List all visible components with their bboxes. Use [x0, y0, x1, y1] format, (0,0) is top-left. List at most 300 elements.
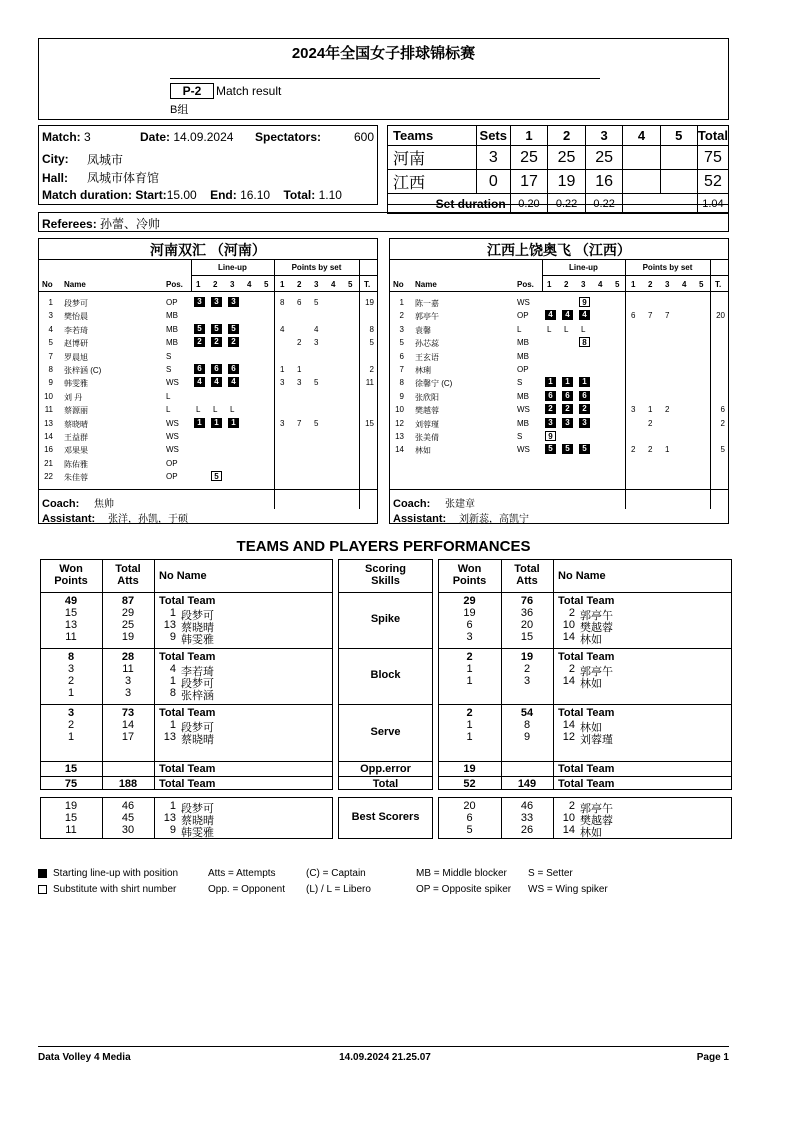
player-name: 郭亭午 [415, 312, 439, 322]
starting-position-box: 1 [545, 377, 556, 387]
player-name: 韩雯雅 [64, 379, 88, 389]
player-name: 林如 [415, 446, 431, 456]
total-atts: 76 [520, 595, 534, 607]
player-name: 张欣阳 [415, 392, 439, 402]
player-number: 9 [48, 378, 53, 388]
starting-position-box: 3 [211, 297, 222, 307]
lineup-set-header: 5 [264, 280, 269, 289]
starting-position-box: 1 [211, 418, 222, 428]
won-points: 2 [67, 675, 75, 687]
lineup-set-header: 3 [581, 280, 586, 289]
player-row [390, 430, 728, 443]
set-points: 1 [297, 365, 302, 374]
set-points: 2 [297, 338, 302, 348]
player-or-team-name: 林如 [580, 634, 602, 646]
player-number: 10 [44, 391, 53, 401]
empty-square-icon [38, 885, 47, 894]
shirt-number: 10 [562, 619, 575, 631]
player-number: 3 [48, 311, 53, 321]
shirt-number: 14 [562, 675, 575, 687]
points-set-header: 2 [297, 280, 302, 289]
player-position: L [166, 405, 171, 415]
won-points: 19 [463, 607, 476, 619]
player-total: 5 [369, 338, 374, 348]
player-name: 樊怡晨 [64, 312, 88, 322]
shirt-number: 13 [163, 619, 176, 631]
won-points: 2 [466, 651, 473, 663]
set-points: 3 [314, 338, 319, 348]
total-atts-header: Total Atts [115, 563, 141, 587]
starting-position-box: 5 [545, 444, 556, 454]
won-points: 1 [67, 687, 75, 699]
footer-page: Page 1 [696, 1052, 729, 1063]
shirt-number: 10 [562, 812, 575, 824]
player-position: L [166, 391, 171, 401]
player-row [39, 470, 377, 483]
points-set-header: 5 [348, 280, 353, 289]
player-number: 10 [395, 405, 404, 415]
points-set-header: 2 [648, 280, 653, 289]
legend-s: S = Setter [528, 868, 573, 879]
player-or-team-name: 段梦可 [181, 678, 214, 690]
divider [40, 704, 333, 705]
total-atts-header: Total Atts [514, 563, 540, 587]
total-atts: 36 [520, 607, 534, 619]
sets-header: Sets [476, 126, 510, 146]
city-label: City: [42, 152, 69, 166]
total-atts: 54 [520, 707, 534, 719]
divider [40, 648, 333, 649]
player-or-team-name: 段梦可 [181, 722, 214, 734]
player-row [390, 376, 728, 389]
city-value: 凤城市 [87, 153, 124, 167]
divider [39, 259, 377, 260]
set-points: 2 [648, 445, 653, 455]
divider [553, 797, 554, 839]
shirt-number: 14 [562, 824, 575, 836]
points-set-header: 3 [314, 280, 319, 289]
set-points: 2 [665, 405, 670, 415]
match-date: 14.09.2024 [173, 130, 234, 144]
won-points: 1 [67, 731, 75, 743]
substitute-number-box: 9 [579, 297, 590, 307]
assistant-name: 张洋，孙凯，于硕 [108, 514, 188, 525]
player-name: 陈一嘉 [415, 299, 439, 308]
player-number: 22 [44, 472, 53, 482]
divider [338, 704, 433, 705]
team-b-roster [389, 238, 729, 524]
divider [438, 648, 732, 649]
divider [154, 559, 155, 790]
player-name: 邓果果 [64, 446, 88, 456]
coach-name: 焦帅 [94, 499, 114, 510]
skills-header: Scoring Skills [365, 563, 406, 587]
set-points: 3 [297, 378, 302, 388]
player-total: 8 [369, 324, 374, 334]
shirt-number: 4 [169, 663, 176, 675]
won-points: 20 [463, 800, 476, 812]
legend-starting: Starting line-up with position [53, 868, 179, 879]
player-position: S [517, 432, 523, 441]
name-header: Name [415, 280, 437, 289]
team-a-roster [38, 238, 378, 524]
starting-position-box: 3 [194, 297, 205, 307]
won-points: 11 [65, 631, 77, 643]
lineup-set-header: 5 [615, 280, 620, 289]
total-atts: 28 [121, 651, 135, 663]
player-or-team-name: 韩雯雅 [181, 634, 214, 646]
player-row [39, 309, 377, 322]
libero-mark: L [547, 324, 552, 334]
shirt-number: 1 [169, 607, 176, 619]
player-name: 赵博研 [64, 339, 88, 349]
player-row [39, 417, 377, 430]
divider [438, 592, 732, 593]
coach-line [393, 495, 475, 510]
player-number: 9 [399, 391, 404, 401]
lineup-header: Line-up [218, 263, 247, 272]
won-points: 3 [466, 631, 473, 643]
player-or-team-name: 刘蓉瑾 [580, 734, 613, 746]
coach-name: 张建章 [445, 499, 475, 510]
player-or-team-name: 郭亭午 [580, 666, 613, 678]
shirt-number: 8 [169, 687, 176, 699]
footer-rule [38, 1046, 729, 1047]
points-set-header: 3 [665, 280, 670, 289]
divider [154, 797, 155, 839]
player-number: 13 [44, 418, 53, 428]
substitute-number-box: 9 [545, 431, 556, 441]
assistant-line [42, 510, 188, 525]
won-points: 5 [466, 824, 473, 836]
divider [39, 291, 377, 292]
player-position: WS [517, 445, 530, 455]
player-or-team-name: Total Team [159, 707, 216, 719]
player-name: 林琍 [415, 366, 431, 375]
player-row [390, 296, 728, 309]
legend-atts: Atts = Attempts [208, 868, 276, 879]
player-name: 樊越蓉 [580, 815, 613, 827]
total-won-a: 75 [64, 778, 78, 790]
total-atts: 46 [520, 800, 534, 812]
referees-line: Referees: 孙蕾、冷帅 [42, 217, 161, 231]
player-number: 5 [399, 338, 404, 348]
player-number: 8 [399, 378, 404, 388]
player-position: WS [166, 418, 179, 428]
match-result-label: Match result [216, 84, 282, 98]
shirt-number: 13 [163, 812, 176, 824]
won-points: 6 [466, 812, 473, 824]
won-points-header: Won Points [54, 563, 88, 587]
player-number: 7 [48, 351, 53, 361]
starting-position-box: 6 [194, 364, 205, 374]
player-row [39, 296, 377, 309]
opp-error-label: Opp.error [360, 763, 411, 775]
hall-value: 凤城市体育馆 [87, 171, 160, 185]
starting-position-box: 4 [545, 310, 556, 320]
starting-position-box: 2 [545, 404, 556, 414]
shirt-number: 1 [169, 675, 176, 687]
total-atts: 14 [121, 719, 135, 731]
opp-error-b: 19 [463, 763, 476, 775]
player-name: 陈佑雅 [64, 459, 88, 469]
player-row [390, 363, 728, 376]
player-total: 2 [720, 418, 725, 428]
total-atts-b: 149 [517, 778, 537, 790]
player-position: MB [166, 338, 178, 348]
total-atts: 87 [121, 595, 135, 607]
assistant-label: Assistant: [42, 513, 96, 525]
starting-position-box: 3 [228, 297, 239, 307]
total-header: T. [364, 280, 371, 289]
player-or-team-name: 樊越蓉 [580, 622, 613, 634]
player-or-team-name: 林如 [580, 678, 602, 690]
player-name: 李若琦 [64, 325, 88, 335]
player-name: 张美倩 [415, 433, 439, 442]
set-duration-row: Set duration 0.20 0.22 0.22 1.04 [388, 194, 729, 214]
total-atts: 8 [523, 719, 531, 731]
team-name: 江西上饶奥飞 （江西） [487, 242, 631, 258]
player-or-team-name: Total Team [558, 651, 615, 663]
total-atts: 45 [121, 812, 135, 824]
libero-mark: L [564, 324, 569, 334]
player-position: WS [517, 405, 530, 415]
player-name: 段梦可 [64, 299, 88, 308]
player-position: S [166, 365, 172, 374]
player-total: 20 [716, 311, 725, 321]
hall-label: Hall: [42, 171, 69, 185]
shirt-number: 13 [163, 731, 176, 743]
player-name: 林如 [580, 827, 602, 839]
player-row [39, 336, 377, 349]
no-header: No [393, 280, 404, 289]
performance-title: TEAMS AND PLAYERS PERFORMANCES [236, 538, 531, 555]
player-name: 王益群 [64, 433, 88, 442]
no-name-header: No Name [558, 570, 606, 582]
starting-position-box: 1 [579, 377, 590, 387]
total-atts: 3 [523, 675, 531, 687]
player-position: OP [166, 472, 178, 482]
points-set-header: 4 [682, 280, 687, 289]
libero-mark: L [581, 324, 586, 334]
set-points: 1 [280, 365, 285, 374]
points-set-header: 1 [280, 280, 285, 289]
player-row [39, 457, 377, 470]
player-or-team-name: 蔡晓晴 [181, 734, 214, 746]
lineup-set-header: 4 [247, 280, 252, 289]
player-position: OP [166, 458, 178, 468]
set-points: 8 [280, 298, 285, 307]
team-name: 河南双汇 （河南） [150, 242, 266, 258]
player-position: OP [166, 298, 178, 307]
skill-label: Serve [370, 725, 401, 738]
starting-position-box: 4 [211, 377, 222, 387]
player-or-team-name: Total Team [159, 651, 216, 663]
starting-position-box: 6 [545, 391, 556, 401]
set5-header: 5 [660, 126, 697, 146]
divider [438, 704, 732, 705]
total-atts: 46 [121, 800, 135, 812]
divider [553, 559, 554, 790]
set-points: 6 [297, 298, 302, 307]
starting-position-box: 2 [211, 337, 222, 347]
date-label: Date: 14.09.2024 [140, 130, 234, 144]
shirt-number: 2 [568, 663, 575, 675]
set-points: 3 [631, 405, 636, 415]
player-position: MB [166, 311, 178, 321]
player-number: 4 [48, 324, 53, 334]
won-points: 3 [67, 663, 75, 675]
player-number: 14 [395, 445, 404, 455]
total-atts: 26 [520, 824, 534, 836]
player-number: 11 [44, 405, 53, 415]
starting-position-box: 2 [194, 337, 205, 347]
set-points: 4 [314, 324, 319, 334]
match-label: Match: 3 [42, 130, 91, 144]
shirt-number: 14 [562, 631, 575, 643]
divider [40, 761, 333, 762]
player-or-team-name: Total Team [159, 595, 216, 607]
starting-position-box: 2 [562, 404, 573, 414]
total-atts: 19 [520, 651, 534, 663]
player-total: 6 [720, 405, 725, 415]
lineup-set-header: 2 [564, 280, 569, 289]
shirt-number: 1 [169, 719, 176, 731]
player-position: MB [517, 351, 529, 361]
shirt-number: 1 [169, 800, 176, 812]
player-name: 蔡晓晴 [64, 419, 88, 429]
total-atts: 33 [520, 812, 534, 824]
player-number: 21 [44, 458, 53, 468]
starting-position-box: 3 [545, 418, 556, 428]
set-points: 5 [314, 418, 319, 428]
starting-position-box: 5 [228, 324, 239, 334]
set4-header: 4 [623, 126, 660, 146]
won-points: 15 [64, 812, 78, 824]
won-points: 3 [67, 707, 75, 719]
player-row [39, 443, 377, 456]
player-position: OP [517, 311, 529, 321]
set3-header: 3 [585, 126, 623, 146]
player-row [390, 417, 728, 430]
libero-mark: L [213, 405, 218, 415]
libero-mark: L [230, 405, 235, 415]
total-team-label: Total Team [159, 778, 216, 790]
divider [338, 592, 433, 593]
match-duration: Match duration: Start:15.00 End: 16.10 Total: 1.10 [42, 188, 342, 202]
total-atts: 19 [121, 631, 135, 643]
player-or-team-name: Total Team [558, 595, 615, 607]
skill-label: Spike [370, 613, 401, 625]
starting-position-box: 4 [562, 310, 573, 320]
match-code-badge: P-2 [170, 83, 214, 99]
divider [39, 489, 377, 490]
player-number: 14 [44, 432, 53, 441]
divider [438, 761, 732, 762]
player-number: 1 [399, 298, 404, 307]
filled-square-icon [38, 869, 47, 878]
set-points: 2 [631, 445, 636, 455]
set-points: 7 [648, 311, 653, 321]
player-row [390, 390, 728, 403]
total-atts: 11 [122, 663, 134, 675]
shirt-number: 2 [568, 607, 575, 619]
total-atts: 73 [121, 707, 135, 719]
page-title: 2024年全国女子排球锦标赛 [291, 45, 476, 62]
player-name: 罗晨旭 [64, 352, 88, 362]
total-atts: 3 [124, 687, 132, 699]
spectators-label: Spectators: [255, 130, 322, 144]
starting-position-box: 3 [579, 418, 590, 428]
total-header: T. [715, 280, 722, 289]
won-points: 1 [466, 719, 473, 731]
total-atts: 3 [124, 675, 132, 687]
player-number: 12 [395, 418, 404, 428]
points-set-header: 4 [331, 280, 336, 289]
starting-position-box: 5 [579, 444, 590, 454]
legend-op: OP = Opposite spiker [416, 884, 512, 895]
player-row [39, 323, 377, 336]
player-position: S [166, 351, 172, 361]
no-header: No [42, 280, 53, 289]
points-header: Points by set [642, 263, 693, 272]
no-name-header: No Name [159, 570, 207, 582]
set2-header: 2 [548, 126, 586, 146]
set-points: 6 [631, 311, 636, 321]
player-total: 11 [365, 378, 374, 388]
starting-position-box: 6 [228, 364, 239, 374]
referees-names: 孙蕾、冷帅 [100, 217, 161, 231]
total-atts: 20 [520, 619, 534, 631]
total-atts: 15 [520, 631, 534, 643]
lineup-set-header: 2 [213, 280, 218, 289]
coach-label: Coach: [42, 498, 80, 510]
player-row [390, 443, 728, 456]
points-set-header: 5 [699, 280, 704, 289]
won-points: 11 [65, 824, 77, 836]
player-total: 19 [365, 298, 374, 307]
player-name: 徐馨宁 (C) [415, 379, 453, 389]
group-label: B组 [170, 104, 189, 116]
player-or-team-name: 张梓涵 [181, 690, 214, 702]
total-team-label: Total Team [558, 763, 615, 775]
substitute-number-box: 5 [211, 471, 222, 481]
match-number: 3 [84, 130, 91, 144]
starting-position-box: 1 [562, 377, 573, 387]
player-position: WS [166, 378, 179, 388]
won-points: 49 [64, 595, 78, 607]
total-atts: 29 [121, 607, 135, 619]
player-row [39, 390, 377, 403]
legend-opp: Opp. = Opponent [208, 884, 286, 895]
player-name: 张梓涵 (C) [64, 366, 102, 375]
score-grid [387, 125, 729, 214]
total-atts-a: 188 [118, 778, 138, 790]
lineup-set-header: 1 [196, 280, 201, 289]
footer-left: Data Volley 4 Media [38, 1052, 131, 1063]
shirt-number: 12 [562, 731, 575, 743]
starting-position-box: 6 [579, 391, 590, 401]
lineup-set-header: 1 [547, 280, 552, 289]
player-name: 段梦可 [181, 803, 214, 815]
lineup-set-header: 4 [598, 280, 603, 289]
set-points: 7 [297, 418, 302, 428]
lineup-header: Line-up [569, 263, 598, 272]
total-team-label: Total Team [159, 763, 216, 775]
player-name: 郭亭午 [580, 803, 613, 815]
player-position: S [517, 378, 523, 388]
total-header: Total [697, 126, 728, 146]
